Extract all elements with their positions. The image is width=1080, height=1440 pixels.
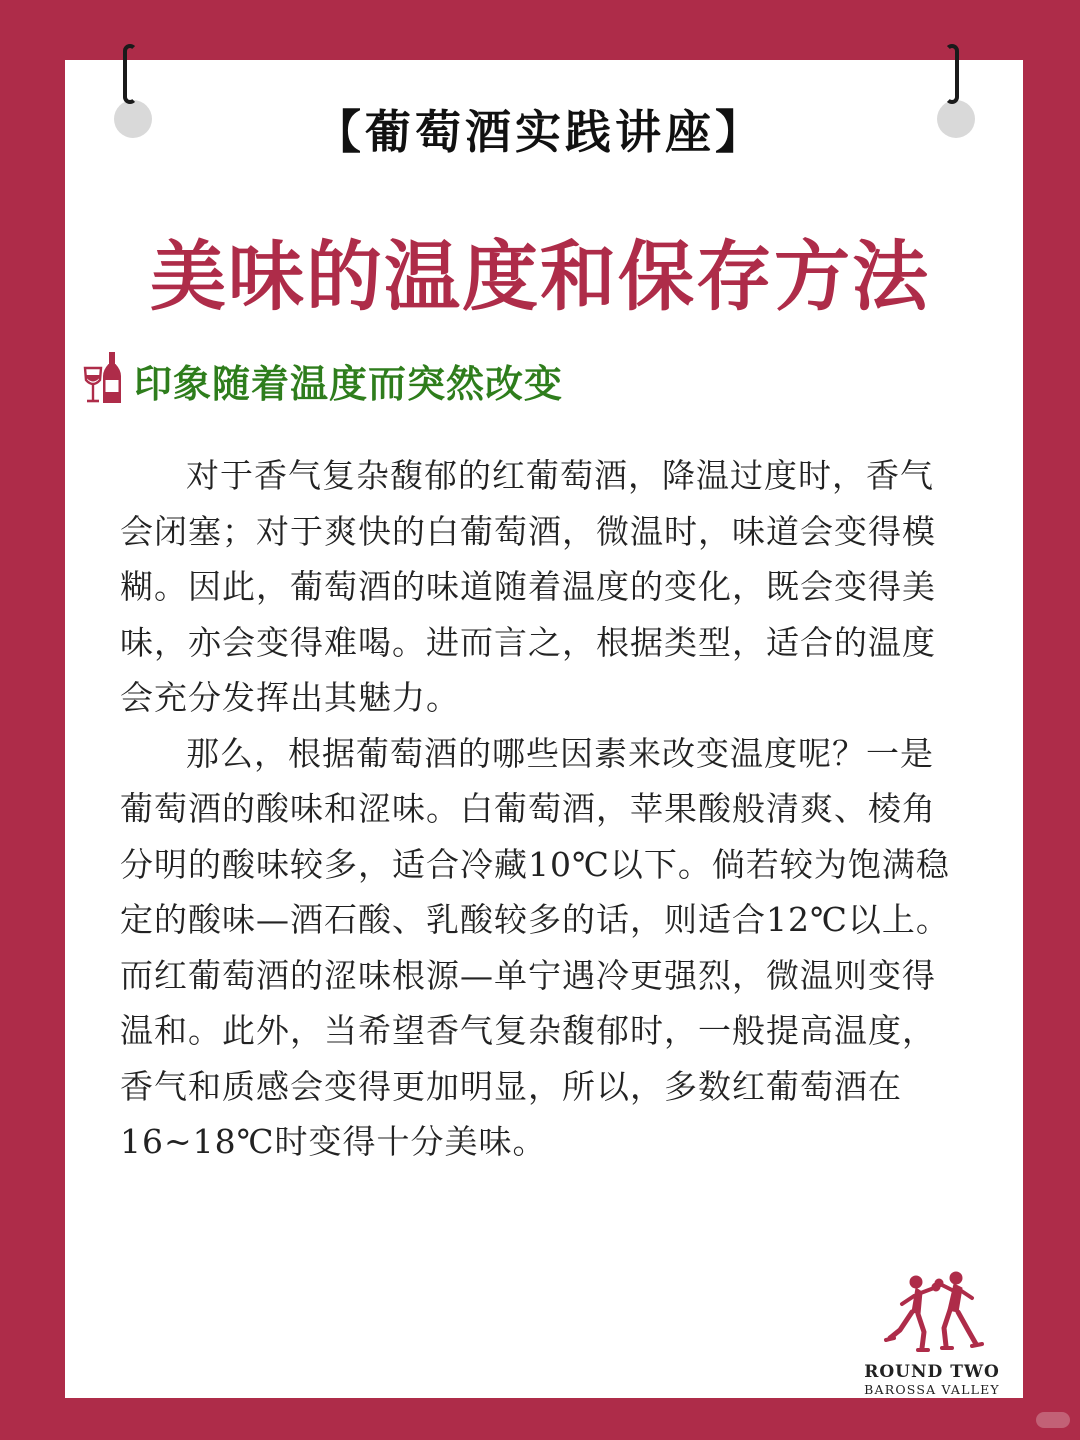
logo-brand: ROUND TWO [864, 1362, 1000, 1382]
lecture-label: 【葡萄酒实践讲座】 [315, 105, 765, 159]
round-two-logo [852, 1268, 1012, 1398]
binder-ring-right-icon [945, 44, 959, 104]
binder-ring-left-icon [123, 44, 137, 104]
wine-glass-bottle-icon [82, 348, 126, 412]
article-body [120, 448, 965, 1170]
paragraph-2: 那么，根据葡萄酒的哪些因素来改变温度呢？一是葡萄酒的酸味和涩味。白葡萄酒，苹果酸般清爽、棱角分明的酸味较多，适合冷藏10℃以下。倘若较为饱满稳定的酸味—酒石酸、乳酸较多的话，则适合12℃以上。而红葡萄酒的涩味根源—单宁遇冷更强烈，微温则变得温和。此外，当希望香气复杂馥郁时，一般提高温度，香气和质感会变得更加明显，所以，多数红葡萄酒在16~18℃时变得十分美味。 [120, 733, 950, 1161]
watermark-badge [1036, 1412, 1070, 1428]
page-title: 美味的温度和保存方法 [150, 232, 930, 321]
boxers-illustration-icon [872, 1268, 992, 1358]
paragraph-1: 对于香气复杂馥郁的红葡萄酒，降温过度时，香气会闭塞；对于爽快的白葡萄酒，微温时，味道会变得模糊。因此，葡萄酒的味道随着温度的变化，既会变得美味，亦会变得难喝。进而言之，根据类型，适合的温度会充分发挥出其魅力。 [120, 456, 936, 717]
section-heading-text: 印象随着温度而突然改变 [134, 361, 564, 406]
section-heading [82, 350, 563, 410]
logo-region: BAROSSA VALLEY [864, 1382, 1000, 1397]
